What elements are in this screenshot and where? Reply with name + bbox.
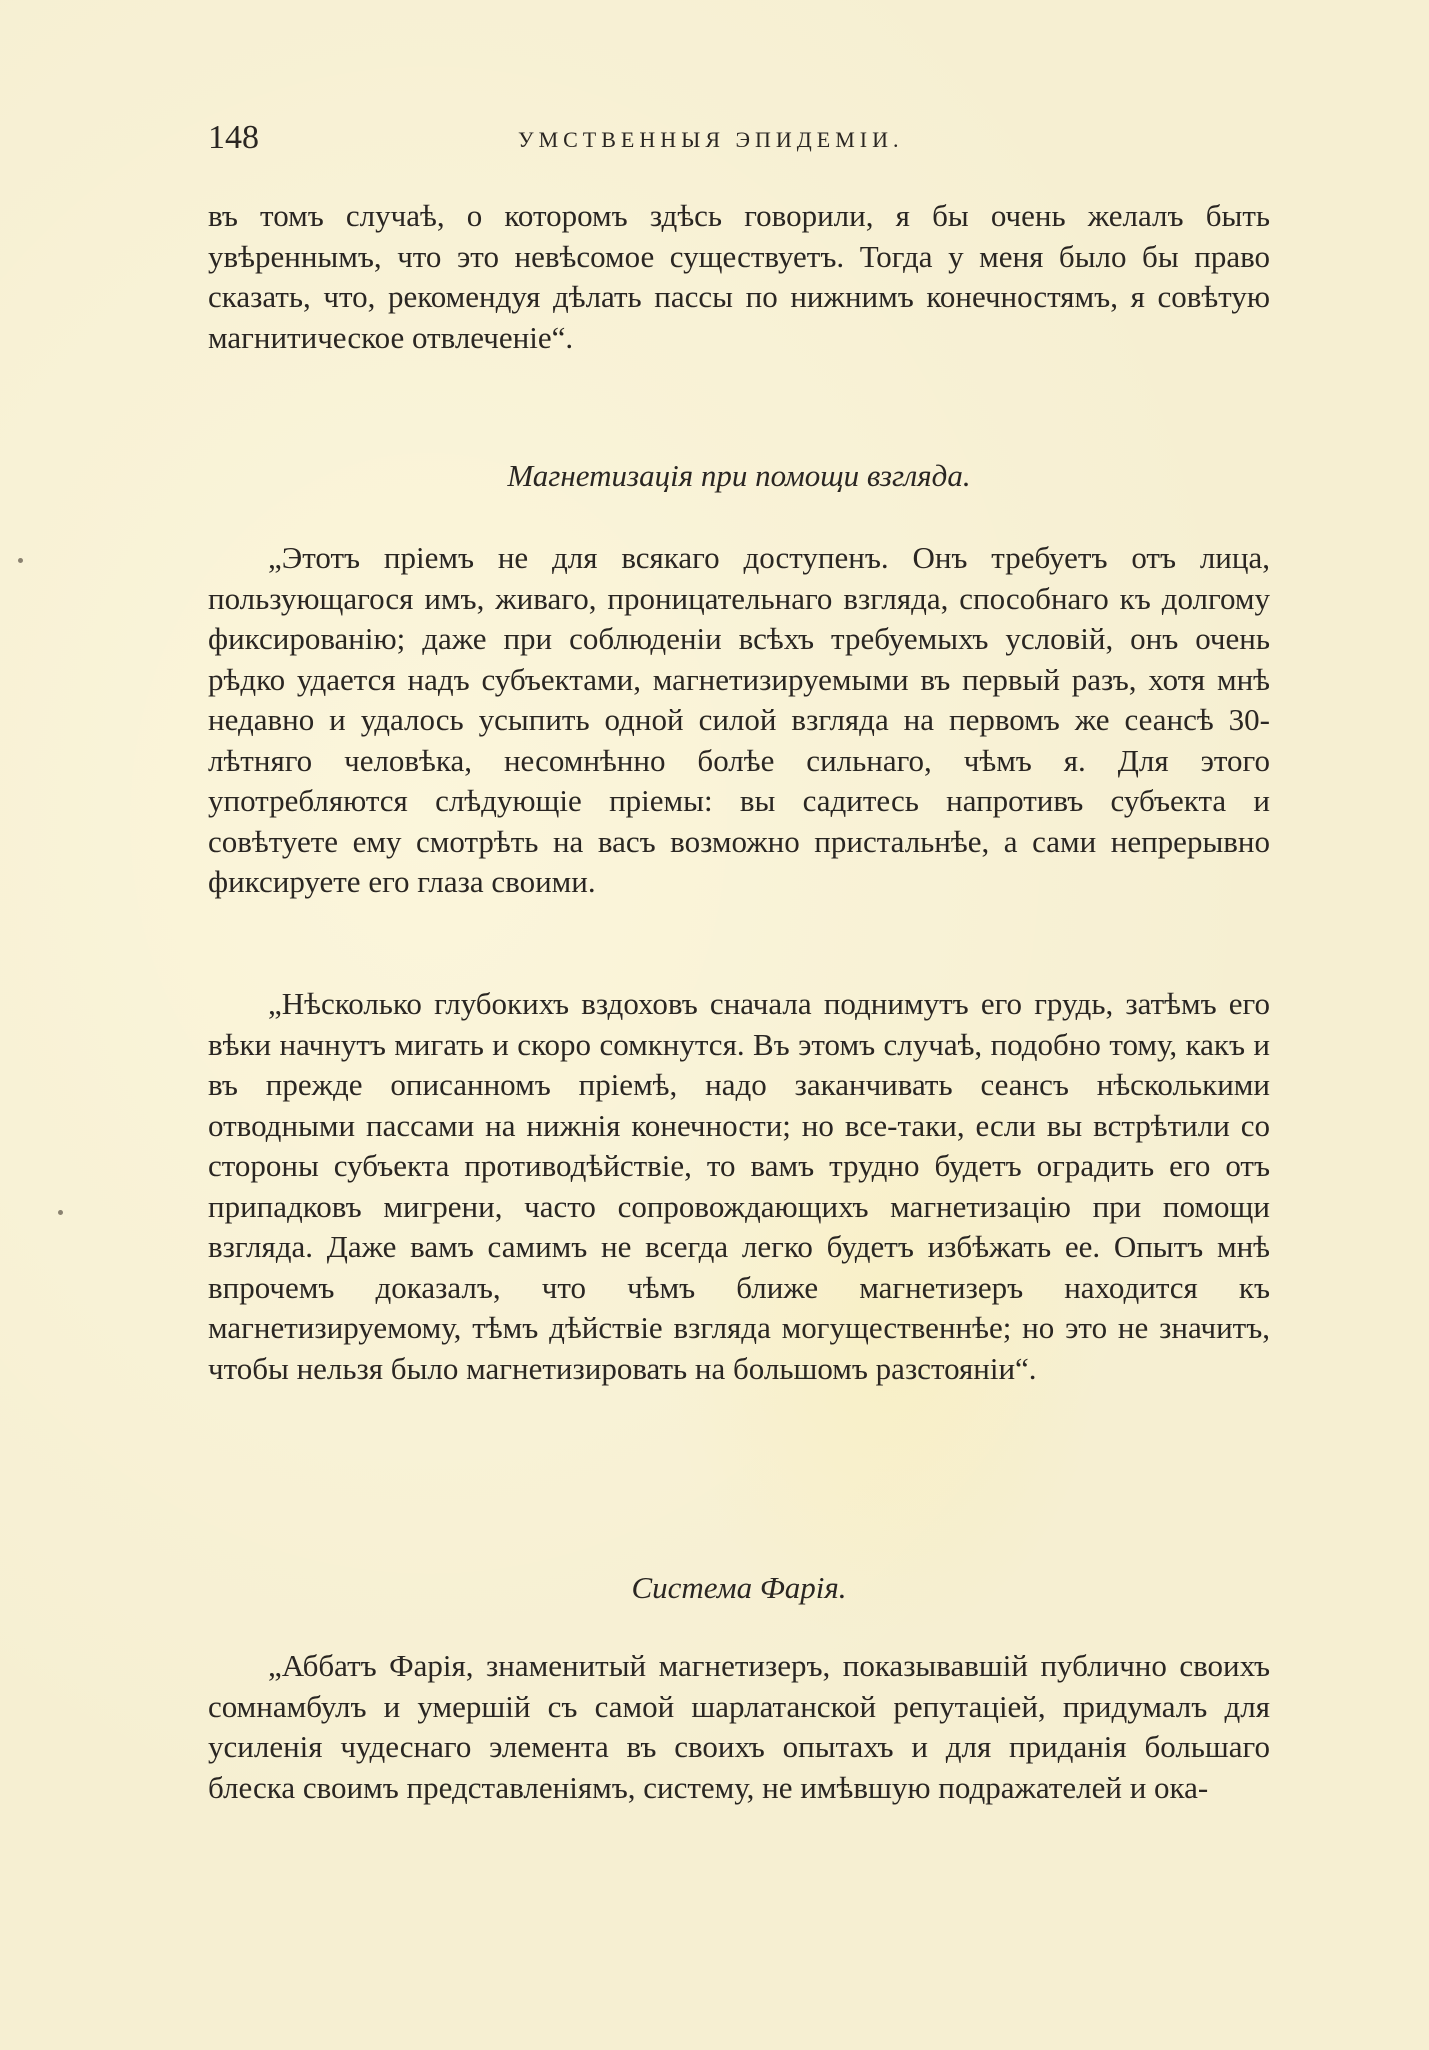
paragraph-continuation (208, 196, 1270, 358)
scan-speck (58, 1210, 63, 1215)
section-heading-faria: Система Фарія. (631, 1570, 847, 1605)
page-header (208, 118, 1270, 158)
paragraph-text: въ томъ случаѣ, о которомъ здѣсь говорили, я бы очень желалъ быть увѣреннымъ, что это невѣсомое существуетъ. Тогда у меня было бы право сказать, что, рекомендуя дѣлать пассы по нижнимъ конечностямъ, я совѣтую магнитическое отвлеченіе“. (208, 198, 1270, 355)
scan-speck (18, 558, 23, 563)
paragraph-text: „Аббатъ Фарія, знаменитый магнетизеръ, показывавшій публично своихъ сомнамбулъ и умершій съ самой шарлатанской репутаціей, придумалъ для усиленія чудеснаго элемента въ своихъ опытахъ и для приданія большаго блеска своимъ представленіямъ, систему, не имѣвшую подражателей и ока- (208, 1648, 1270, 1805)
paragraph-gaze-effects (208, 984, 1270, 1389)
paragraph-text: „Нѣсколько глубокихъ вздоховъ сначала поднимутъ его грудь, затѣмъ его вѣки начнутъ мигать и скоро сомкнутся. Въ этомъ случаѣ, подобно тому, какъ и въ прежде описанномъ пріемѣ, надо заканчивать сеансъ нѣсколькими отводными пассами на нижнія конечности; но все-таки, если вы встрѣтили со стороны субъекта противодѣйствіе, то вамъ трудно будетъ оградить его отъ припадковъ мигрени, часто сопровождающихъ магнетизацію при помощи взгляда. Даже вамъ самимъ не всегда легко будетъ избѣжать ее. Опытъ мнѣ впрочемъ доказалъ, что чѣмъ ближе магнетизеръ находится къ магнетизируемому, тѣмъ дѣйствіе взгляда могущественнѣе; но это не значитъ, чтобы нельзя было магнетизировать на большомъ разстояніи“. (208, 986, 1270, 1386)
paragraph-faria (208, 1646, 1270, 1808)
page-number: 148 (208, 119, 259, 156)
section-heading-gaze: Магнетизація при помощи взгляда. (507, 458, 971, 493)
paragraph-gaze-method (208, 538, 1270, 903)
running-title: УМСТВЕННЫЯ ЭПИДЕМІИ. (518, 127, 904, 152)
paragraph-text: „Этотъ пріемъ не для всякаго доступенъ. Онъ требуетъ отъ лица, пользующагося имъ, живаго, проницательнаго взгляда, способнаго къ долгому фиксированію; даже при соблюденіи всѣхъ требуемыхъ условій, онъ очень рѣдко удается надъ субъектами, магнетизируемыми въ первый разъ, хотя мнѣ недавно и удалось усыпить одной силой взгляда на первомъ же сеансѣ 30-лѣтняго человѣка, несомнѣнно болѣе сильнаго, чѣмъ я. Для этого употребляются слѣдующіе пріемы: вы садитесь напротивъ субъекта и совѣтуете ему смотрѣть на васъ возможно пристальнѣе, а сами непрерывно фиксируете его глаза своими. (208, 540, 1270, 899)
